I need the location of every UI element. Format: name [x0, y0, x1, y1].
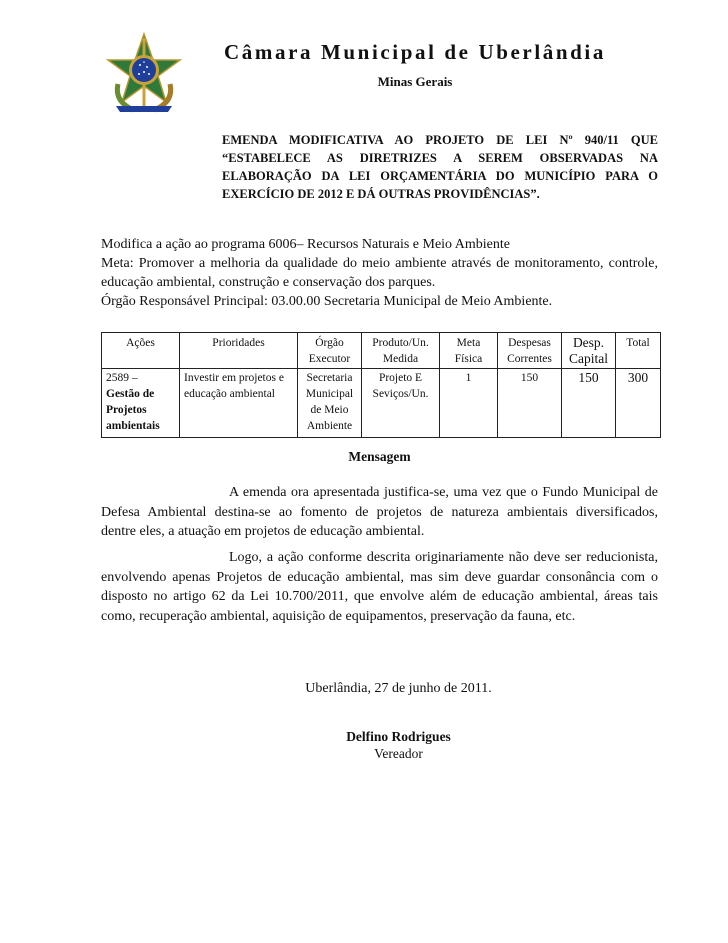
header-meta-fisica: Meta Física	[440, 333, 498, 369]
paragraph-line: como, recuperação ambiental, aquisição de equipamentos, preservação da fauna, etc.	[101, 608, 576, 624]
paragraph-line: dentre eles, a atuação em projetos de educação ambiental.	[101, 524, 425, 539]
chamber-state: Minas Gerais	[377, 74, 453, 89]
message-paragraph-2	[101, 548, 658, 626]
cell-produto: Projeto E Seviços/Un.	[362, 369, 440, 438]
amendment-title-line: ELABORAÇÃO DA LEI ORÇAMENTÁRIA DO MUNICÍPIO PARA O	[222, 169, 658, 183]
actions-table	[101, 332, 661, 438]
message-paragraph-1	[101, 483, 658, 542]
paragraph-line: Defesa Ambiental destina-se ao fomento de projetos de natureza ambientais diversificados,	[101, 504, 658, 520]
header-despesas-correntes: Despesas Correntes	[498, 333, 562, 369]
cell-orgao: Secretaria Municipal de Meio Ambiente	[298, 369, 362, 438]
paragraph-line: disposto no artigo 62 da Lei 10.700/2011, que envolve além de educação ambiental, áreas tais	[101, 589, 658, 604]
amendment-title-line: “ESTABELECE AS DIRETRIZES A SEREM OBSERVADAS NA	[222, 151, 658, 165]
header-prioridades: Prioridades	[180, 333, 298, 369]
cell-total: 300	[616, 369, 661, 438]
amendment-title	[222, 131, 658, 203]
cell-prioridade: Investir em projetos e educação ambiental	[180, 369, 298, 438]
acao-name: Gestão de Projetos ambientais	[106, 388, 160, 432]
header-produto-medida: Produto/Un. Medida	[362, 333, 440, 369]
goal-line-cont: educação ambiental, construção e conservação dos parques.	[101, 275, 436, 290]
cell-meta: 1	[440, 369, 498, 438]
signatory-name: Delfino Rodrigues	[346, 729, 451, 744]
paragraph-line: Logo, a ação conforme descrita originariamente não deve ser reducionista,	[229, 550, 658, 565]
responsible-body-line: Órgão Responsável Principal: 03.00.00 Secretaria Municipal de Meio Ambiente.	[101, 294, 553, 309]
program-line: Modifica a ação ao programa 6006– Recursos Naturais e Meio Ambiente	[101, 237, 510, 252]
date-line: Uberlândia, 27 de junho de 2011.	[305, 681, 492, 696]
header-acoes: Ações	[102, 333, 180, 369]
intro-block	[101, 235, 658, 311]
paragraph-line: envolvendo apenas Projetos de educação ambiental, mas sim deve guardar consonância com o	[101, 569, 658, 585]
amendment-title-line: EMENDA MODIFICATIVA AO PROJETO DE LEI Nº 940/11 QUE	[222, 133, 658, 147]
cell-desp-capital: 150	[562, 369, 616, 438]
paragraph-line: A emenda ora apresentada justifica-se, uma vez que o Fundo Municipal de	[229, 485, 658, 500]
chamber-title: Câmara Municipal de Uberlândia	[224, 40, 606, 64]
table-header-row	[102, 333, 661, 369]
table-row	[102, 369, 661, 438]
signatory-role: Vereador	[374, 746, 423, 761]
header-desp-capital: Desp. Capital	[562, 333, 616, 369]
header-total: Total	[616, 333, 661, 369]
message-heading: Mensagem	[348, 449, 411, 464]
header-orgao-executor: Órgão Executor	[298, 333, 362, 369]
amendment-title-line: EXERCÍCIO DE 2012 E DÁ OUTRAS PROVIDÊNCIAS”.	[222, 187, 540, 201]
acao-code: 2589 –	[106, 372, 138, 384]
goal-line: Meta: Promover a melhoria da qualidade do meio ambiente através de monitoramento, controle,	[101, 256, 658, 271]
cell-despesas-correntes: 150	[498, 369, 562, 438]
cell-acao	[102, 369, 180, 438]
